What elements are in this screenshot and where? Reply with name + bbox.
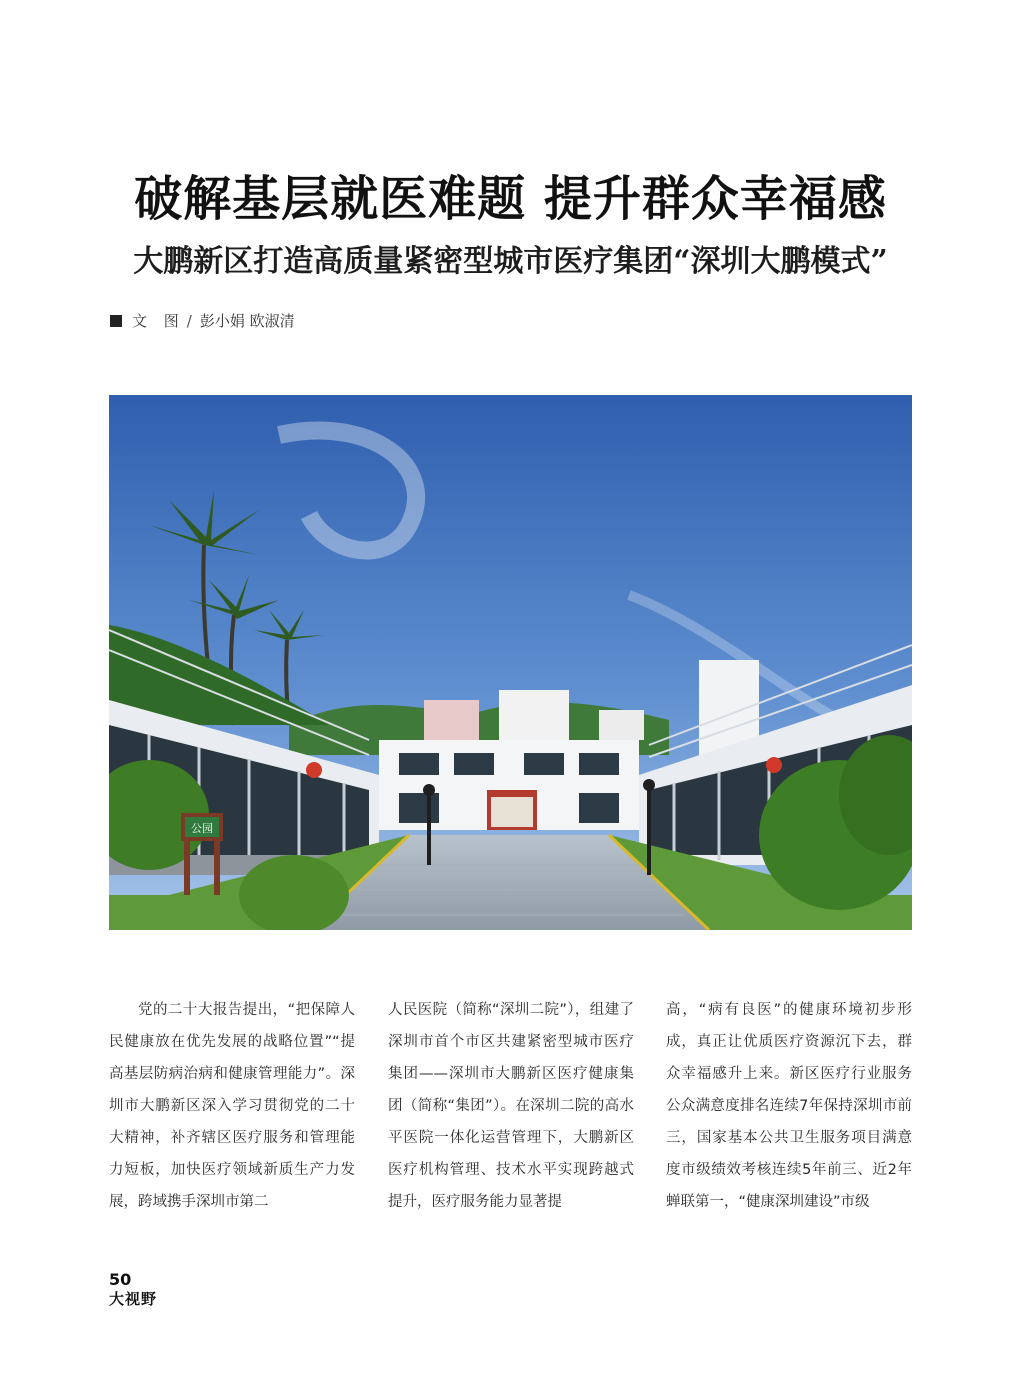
byline-separator: / [186, 311, 192, 330]
hospital-courtyard-illustration [109, 395, 912, 930]
park-sign-text: 公园 [191, 822, 213, 835]
byline-label: 文 图 [132, 312, 185, 330]
article-column-1: 党的二十大报告提出，“把保障人民健康放在优先发展的战略位置”“提高基层防病治病和健康管理能力”。深圳市大鹏新区深入学习贯彻党的二十大精神，补齐辖区医疗服务和管理能力短板，加快医疗领域新质生产力发展，跨域携手深圳市第二 [109, 1002, 355, 1210]
article-column-2: 人民医院（简称“深圳二院”），组建了深圳市首个市区共建紧密型城市医疗集团——深圳市大鹏新区医疗健康集团（简称“集团”）。在深圳二院的高水平医院一体化运营管理下，大鹏新区医疗机构管理、技术水平实现跨越式提升，医疗服务能力显著提 [388, 1002, 634, 1210]
article-title: 破解基层就医难题 提升群众幸福感 [134, 171, 887, 227]
byline-square-icon [110, 315, 122, 327]
hero-photo [109, 395, 912, 930]
page-number: 50 [109, 1270, 132, 1289]
article-column-3: 高，“病有良医”的健康环境初步形成，真正让优质医疗资源沉下去，群众幸福感升上来。新区医疗行业服务公众满意度排名连续7年保持深圳市前三，国家基本公共卫生服务项目满意度市级绩效考核连续5年前三、近2年蝉联第一，“健康深圳建设”市级 [666, 1002, 912, 1210]
byline-authors: 彭小娟 欧淑清 [199, 312, 295, 330]
article-subtitle: 大鹏新区打造高质量紧密型城市医疗集团“深圳大鹏模式” [133, 244, 888, 279]
byline [110, 310, 295, 331]
magazine-logo: 大视野 [109, 1290, 158, 1308]
